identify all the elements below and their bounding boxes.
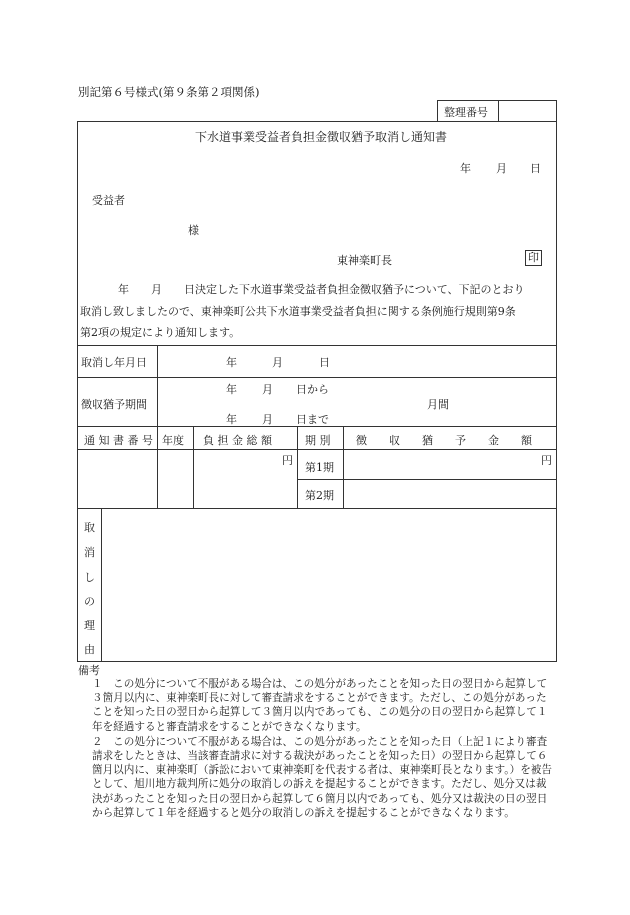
body-line-3: 第2項の規定により通知します。 bbox=[80, 326, 241, 339]
header-total: 負 担 金 総 額 bbox=[203, 434, 272, 447]
header-fiscal-year: 年度 bbox=[162, 434, 184, 447]
note-item-1: １ この処分について不服がある場合は、この処分があったことを知った日の翌日から起算して３箇月以内に、東神楽町長に対して審査請求をすることができます。ただし、この処分があったことを知った日の翌日から起算して３箇月以内であっても、この処分の日の翌日から起算して１年を経過すると審査請求をすることができなくなります。 bbox=[92, 678, 548, 733]
recipient-honorific: 様 bbox=[188, 224, 199, 237]
header-amount: 徴 収 猶 予 金 額 bbox=[356, 434, 532, 447]
seiri-value-field[interactable] bbox=[502, 104, 554, 118]
header-term: 期 別 bbox=[305, 434, 331, 447]
body-line-2: 取消し致しましたので、東神楽町公共下水道事業受益者負担に関する条例施行規則第9条 bbox=[80, 305, 516, 318]
issuer-name: 東神楽町長 bbox=[337, 254, 392, 267]
total-yen: 円 bbox=[282, 454, 293, 467]
note-item-2: ２ この処分について不服がある場合は、この処分があったことを知った日（上記１により審査請求をしたときは、当該審査請求に対する裁決があったことを知った日）の翌日から起算して６箇月以内に、東神楽町（訴訟において東神楽町を代表する者は、東神楽町長となります。）を被告として、旭川地方裁判所に処分の取消しの訴えを提起することができます。ただし、処分又は裁決があったことを知った日の翌日から起算して６箇月以内であっても、処分又は裁決の日の翌日から起算して１年を経過すると処分の取消しの訴えを提起することができなくなります。 bbox=[92, 735, 552, 819]
recipient-label: 受益者 bbox=[92, 194, 125, 207]
header-notice-no: 通 知 書 番 号 bbox=[84, 434, 153, 447]
seal-icon: 印 bbox=[525, 250, 542, 266]
notes-title: 備考 bbox=[78, 664, 100, 677]
document-title: 下水道事業受益者負担金徴収猶予取消し通知書 bbox=[195, 130, 448, 144]
defer-period-label: 徴収猶予期間 bbox=[81, 398, 147, 411]
seiri-label: 整理番号 bbox=[444, 106, 488, 119]
body-line-1: 年 月 日決定した下水道事業受益者負担金徴収猶予について、下記のとおり bbox=[118, 283, 525, 296]
term-1: 第1期 bbox=[305, 461, 334, 474]
form-label: 別記第６号様式(第９条第２項関係) bbox=[78, 85, 260, 99]
cancel-date-label: 取消し年月日 bbox=[81, 356, 147, 369]
defer-months: 月間 bbox=[427, 398, 449, 411]
reason-field[interactable] bbox=[103, 510, 555, 660]
term-2: 第2期 bbox=[305, 489, 334, 502]
amount-yen: 円 bbox=[541, 454, 552, 467]
notes-list bbox=[92, 677, 554, 820]
